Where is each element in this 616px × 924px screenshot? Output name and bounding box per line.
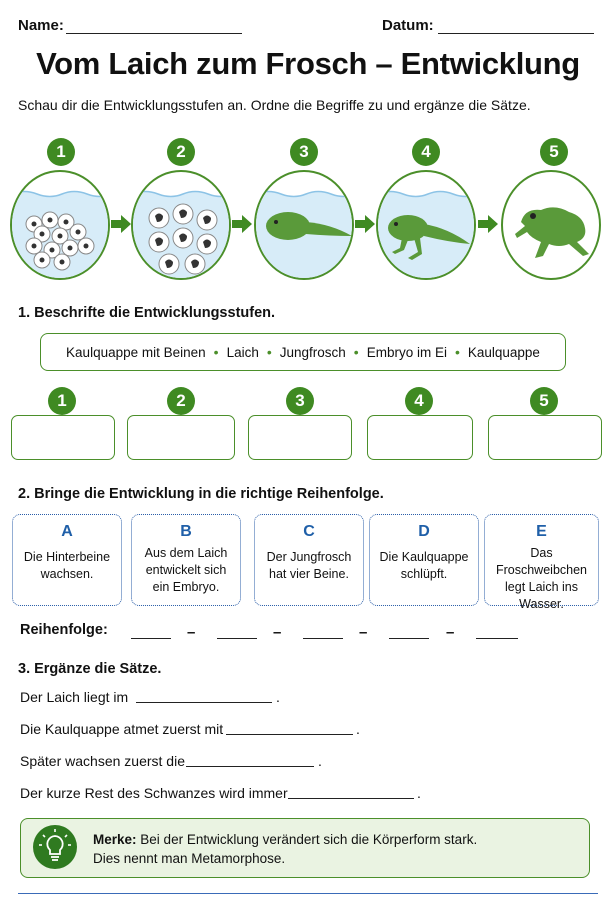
- word-bank-item: Embryo im Ei: [366, 344, 447, 360]
- arrow-right-icon: [354, 213, 376, 235]
- separator-dot: •: [266, 344, 272, 360]
- order-card-d[interactable]: [369, 514, 479, 606]
- order-card-c[interactable]: [254, 514, 364, 606]
- order-card-a[interactable]: [12, 514, 122, 606]
- name-field[interactable]: [66, 33, 242, 34]
- stage-1-frogspawn-illustration: [10, 170, 110, 280]
- card-letter: C: [303, 523, 315, 540]
- sentence-period: .: [356, 721, 360, 737]
- answer-box-3[interactable]: [248, 415, 352, 460]
- sentence-2-blank[interactable]: [226, 734, 353, 735]
- sequence-dash: –: [187, 624, 196, 641]
- page-title: Vom Laich zum Frosch – Entwicklung: [36, 46, 580, 81]
- merke-line-1: Bei der Entwicklung verändert sich die Körperform stark.: [140, 832, 478, 847]
- section-1-heading: 1. Beschrifte die Entwicklungsstufen.: [18, 305, 276, 321]
- card-text: Die Hinterbeine wachsen.: [23, 550, 111, 581]
- sentence-4-blank[interactable]: [288, 798, 414, 799]
- sentence-1: Der Laich liegt im: [20, 689, 129, 705]
- answer-box-4[interactable]: [367, 415, 473, 460]
- word-bank-item: Kaulquappe mit Beinen: [66, 344, 206, 360]
- card-letter: D: [418, 523, 430, 540]
- separator-dot: •: [353, 344, 359, 360]
- sequence-blank-4[interactable]: [389, 638, 429, 639]
- order-card-b[interactable]: [131, 514, 241, 606]
- answer-number: 3: [286, 387, 314, 415]
- card-text: Aus dem Laich entwickelt sich ein Embryo.: [144, 546, 228, 594]
- separator-dot: •: [454, 344, 460, 360]
- sequence-label: Reihenfolge:: [20, 622, 108, 638]
- word-bank-item: Laich: [226, 344, 259, 360]
- card-text: Das Froschweibchen legt Laich ins Wasser.: [495, 546, 587, 611]
- lightbulb-icon: [33, 825, 77, 869]
- word-bank: [40, 333, 566, 371]
- section-2-heading: 2. Bringe die Entwicklung in die richtige Reihenfolge.: [18, 486, 384, 502]
- arrow-right-icon: [477, 213, 499, 235]
- footer-divider: [18, 893, 598, 894]
- arrow-right-icon: [110, 213, 132, 235]
- merke-line-2: Dies nennt man Metamorphose.: [93, 851, 286, 866]
- stage-number: 4: [412, 138, 440, 166]
- card-text: Der Jungfrosch hat vier Beine.: [266, 550, 352, 581]
- stage-3-tadpole-illustration: [254, 170, 354, 280]
- separator-dot: •: [213, 344, 219, 360]
- answer-number: 1: [48, 387, 76, 415]
- merke-box: [20, 818, 590, 878]
- stage-4-tadpole-with-legs-illustration: [376, 170, 476, 280]
- date-label: Datum:: [382, 17, 434, 34]
- sentence-4: Der kurze Rest des Schwanzes wird immer: [20, 785, 288, 801]
- answer-number: 5: [530, 387, 558, 415]
- card-letter: B: [180, 523, 192, 540]
- word-bank-item: Jungfrosch: [279, 344, 346, 360]
- order-card-e[interactable]: [484, 514, 599, 611]
- sentence-period: .: [276, 689, 280, 705]
- sequence-dash: –: [446, 624, 455, 641]
- card-letter: A: [61, 523, 73, 540]
- sentence-3: Später wachsen zuerst die: [20, 753, 185, 769]
- intro-text: Schau dir die Entwicklungsstufen an. Ordne die Begriffe zu und ergänze die Sätze.: [18, 97, 531, 113]
- answer-box-1[interactable]: [11, 415, 115, 460]
- answer-number: 4: [405, 387, 433, 415]
- answer-number: 2: [167, 387, 195, 415]
- card-letter: E: [536, 523, 547, 540]
- date-field[interactable]: [438, 33, 594, 34]
- arrow-right-icon: [231, 213, 253, 235]
- stage-number: 2: [167, 138, 195, 166]
- card-text: Die Kaulquappe schlüpft.: [379, 550, 469, 581]
- answer-box-2[interactable]: [127, 415, 235, 460]
- section-3-heading: 3. Ergänze die Sätze.: [18, 661, 162, 677]
- merke-label: Merke:: [93, 832, 137, 847]
- sequence-blank-5[interactable]: [476, 638, 518, 639]
- stage-number: 3: [290, 138, 318, 166]
- sentence-2: Die Kaulquappe atmet zuerst mit: [20, 721, 224, 737]
- sequence-dash: –: [359, 624, 368, 641]
- sequence-blank-3[interactable]: [303, 638, 343, 639]
- answer-box-5[interactable]: [488, 415, 602, 460]
- sentence-period: .: [417, 785, 421, 801]
- sequence-blank-1[interactable]: [131, 638, 171, 639]
- stage-number: 5: [540, 138, 568, 166]
- stage-number: 1: [47, 138, 75, 166]
- word-bank-item: Kaulquappe: [467, 344, 540, 360]
- sentence-1-blank[interactable]: [136, 702, 272, 703]
- sentence-3-blank[interactable]: [186, 766, 314, 767]
- sequence-dash: –: [273, 624, 282, 641]
- sequence-blank-2[interactable]: [217, 638, 257, 639]
- sentence-period: .: [318, 753, 322, 769]
- stage-2-embryo-illustration: [131, 170, 231, 280]
- name-label: Name:: [18, 17, 64, 34]
- stage-5-young-frog-illustration: [501, 170, 601, 280]
